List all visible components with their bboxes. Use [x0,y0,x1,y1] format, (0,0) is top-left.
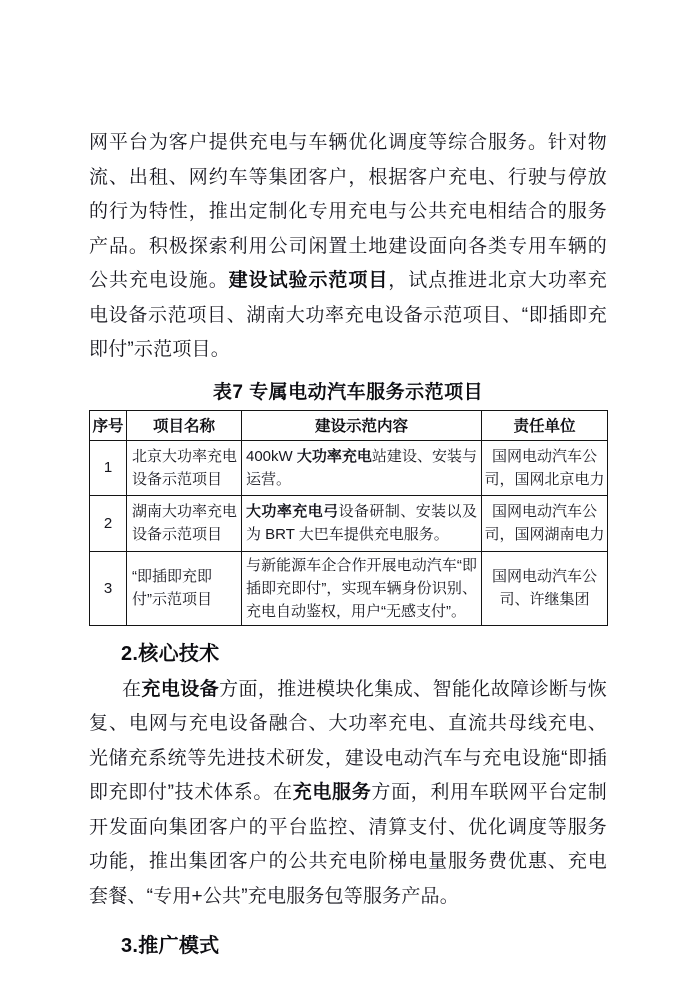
row2-responsible-unit: 国网电动汽车公司，国网湖南电力 [482,495,608,551]
header-project-name: 项目名称 [127,410,242,440]
row3-responsible-unit: 国网电动汽车公司、许继集团 [482,551,608,625]
demo-projects-table [89,410,608,626]
table-row [90,551,608,625]
row1-responsible-unit: 国网电动汽车公司，国网北京电力 [482,440,608,495]
table-header-row [90,410,608,440]
row1-demo-content: 400kW 大功率充电站建设、安装与运营。 [242,440,482,495]
header-responsible-unit: 责任单位 [482,410,608,440]
body-paragraph-1: 网平台为客户提供充电与车辆优化调度等综合服务。针对物流、出租、网约车等集团客户，根据客户充电、行驶与停放的行为特性，推出定制化专用充电与公共充电相结合的服务产品。积极探索利用公司闲置土地建设面向各类专用车辆的公共充电设施。建设试验示范项目，试点推进北京大功率充电设备示范项目、湖南大功率充电设备示范项目、“即插即充即付”示范项目。 [89,132,608,360]
row3-serial: 3 [90,551,127,625]
body-paragraph-2: 在充电设备方面，推进模块化集成、智能化故障诊断与恢复、电网与充电设备融合、大功率充电、直流共母线充电、光储充系统等先进技术研发，建设电动汽车与充电设施“即插即充即付”技术体系。在充电服务方面，利用车联网平台定制开发面向集团客户的平台监控、清算支付、优化调度等服务功能，推出集团客户的公共充电阶梯电量服务费优惠、充电套餐、“专用+公共”充电服务包等服务产品。 [89,678,607,907]
row3-demo-content: 与新能源车企合作开展电动汽车“即插即充即付”，实现车辆身份识别、充电自动鉴权，用户“无感支付”。 [242,551,482,625]
table-caption: 表7 专属电动汽车服务示范项目 [212,381,484,403]
header-demo-content: 建设示范内容 [242,410,482,440]
row1-serial: 1 [90,440,127,495]
table-row [90,495,608,551]
document-content [89,126,607,958]
table-row [90,440,608,495]
row3-project-name: “即插即充即付”示范项目 [127,551,242,625]
row2-demo-content: 大功率充电弓设备研制、安装以及为 BRT 大巴车提供充电服务。 [242,495,482,551]
section-heading-core-technology: 2.核心技术 [121,642,220,665]
row1-project-name: 北京大功率充电设备示范项目 [127,440,242,495]
section-heading-promotion-model: 3.推广模式 [121,935,220,957]
row2-project-name: 湖南大功率充电设备示范项目 [127,495,242,551]
row2-serial: 2 [90,495,127,551]
header-serial-number: 序号 [90,410,127,440]
